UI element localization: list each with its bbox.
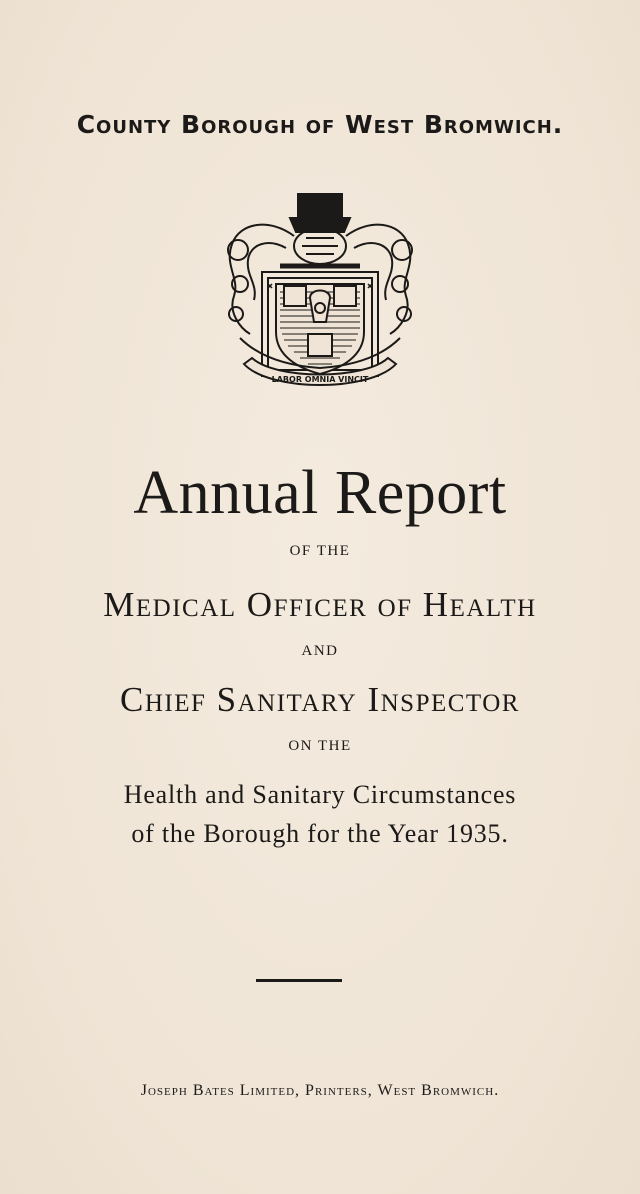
chief-inspector-heading: Chief Sanitary Inspector [120,680,520,719]
subject-line-1: Health and Sanitary Circumstances [123,780,517,809]
coat-of-arms-icon [210,188,430,408]
of-the-label: OF THE [289,543,351,559]
svg-text:LABOR OMNIA VINCIT: LABOR OMNIA VINCIT [271,375,369,384]
medical-officer-heading: Medical Officer of Health [103,585,537,624]
on-the-label: ON THE [288,738,352,754]
report-title: Annual Report [133,459,507,527]
subject-line-2: of the Borough for the Year 1935. [131,819,509,848]
printer-imprint: Joseph Bates Limited, Printers, West Bromwich. [140,1082,500,1099]
divider-rule [256,979,342,982]
borough-heading: County Borough of West Bromwich. [76,110,564,139]
and-label: AND [301,643,339,659]
